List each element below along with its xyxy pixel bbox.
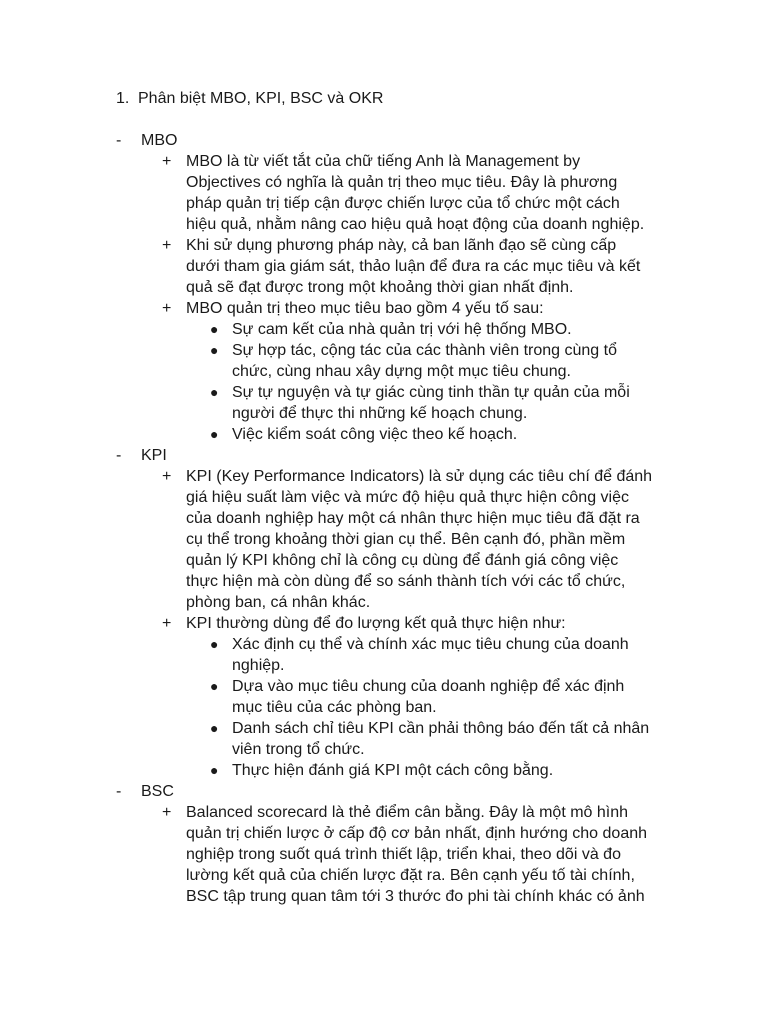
list-item: Việc kiểm soát công việc theo kế hoạch.: [232, 426, 518, 443]
bullet-marker: ●: [210, 636, 219, 652]
section-dash: -: [116, 447, 122, 464]
bullet-marker: ●: [210, 426, 219, 442]
section-label-mbo: MBO: [141, 132, 178, 149]
heading-text: Phân biệt MBO, KPI, BSC và OKR: [138, 90, 384, 107]
item-marker: +: [162, 804, 172, 821]
section-label-kpi: KPI: [141, 447, 167, 464]
bullet-marker: ●: [210, 762, 219, 778]
bullet-marker: ●: [210, 720, 219, 736]
list-item: Sự tự nguyện và tự giác cùng tinh thần tự quản của mỗi người để thực thi những kế hoạch chung.: [232, 384, 630, 422]
list-item: KPI (Key Performance Indicators) là sử dụng các tiêu chí để đánh giá hiệu suất làm việc và mức độ hiệu quả thực hiện công việc của doanh nghiệp hay một cá nhân thực hiện mục tiêu đã đặt ra cụ thể trong khoảng thời gian cụ thể. Bên cạnh đó, phần mềm quản lý KPI không chỉ là công cụ dùng để đánh giá công việc thực hiện mà còn dùng để so sánh thành tích với các tổ chức, phòng ban, cá nhân khác.: [186, 468, 653, 611]
item-marker: +: [162, 300, 172, 317]
bullet-marker: ●: [210, 384, 219, 400]
list-item: Danh sách chỉ tiêu KPI cần phải thông báo đến tất cả nhân viên trong tổ chức.: [232, 720, 650, 758]
heading-number: 1.: [116, 90, 130, 107]
list-item: Xác định cụ thể và chính xác mục tiêu chung của doanh nghiệp.: [232, 636, 629, 674]
list-item: MBO là từ viết tắt của chữ tiếng Anh là Management by Objectives có nghĩa là quản trị theo mục tiêu. Đây là phương pháp quản trị tiếp cận được chiến lược của tổ chức một cách hiệu quả, nhằm nâng cao hiệu quả hoạt động của doanh nghiệp.: [186, 153, 645, 233]
bullet-marker: ●: [210, 678, 219, 694]
bullet-marker: ●: [210, 342, 219, 358]
list-item: Sự hợp tác, cộng tác của các thành viên trong cùng tổ chức, cùng nhau xây dựng một mục tiêu chung.: [232, 342, 617, 380]
item-marker: +: [162, 153, 172, 170]
list-item: Sự cam kết của nhà quản trị với hệ thống MBO.: [232, 321, 572, 338]
list-item: Balanced scorecard là thẻ điểm cân bằng. Đây là một mô hình quản trị chiến lược ở cấp độ cơ bản nhất, định hướng cho doanh nghiệp trong suốt quá trình thiết lập, triển khai, theo dõi và đo lường kết quả của chiến lược đặt ra. Bên cạnh yếu tố tài chính, BSC tập trung quan tâm tới 3 thước đo phi tài chính khác có ảnh: [186, 804, 648, 905]
list-item: Khi sử dụng phương pháp này, cả ban lãnh đạo sẽ cùng cấp dưới tham gia giám sát, thảo luận để đưa ra các mục tiêu và kết quả sẽ đạt được trong một khoảng thời gian nhất định.: [186, 237, 641, 296]
page-title: [116, 88, 383, 109]
bullet-marker: ●: [210, 321, 219, 337]
list-item: Thực hiện đánh giá KPI một cách công bằng.: [232, 762, 554, 779]
item-marker: +: [162, 468, 172, 485]
section-dash: -: [116, 132, 122, 149]
item-marker: +: [162, 237, 172, 254]
list-item: KPI thường dùng để đo lượng kết quả thực hiện như:: [186, 615, 566, 632]
section-label-bsc: BSC: [141, 783, 174, 800]
list-item: MBO quản trị theo mục tiêu bao gồm 4 yếu tố sau:: [186, 300, 544, 317]
section-dash: -: [116, 783, 122, 800]
list-item: Dựa vào mục tiêu chung của doanh nghiệp để xác định mục tiêu của các phòng ban.: [232, 678, 625, 716]
item-marker: +: [162, 615, 172, 632]
